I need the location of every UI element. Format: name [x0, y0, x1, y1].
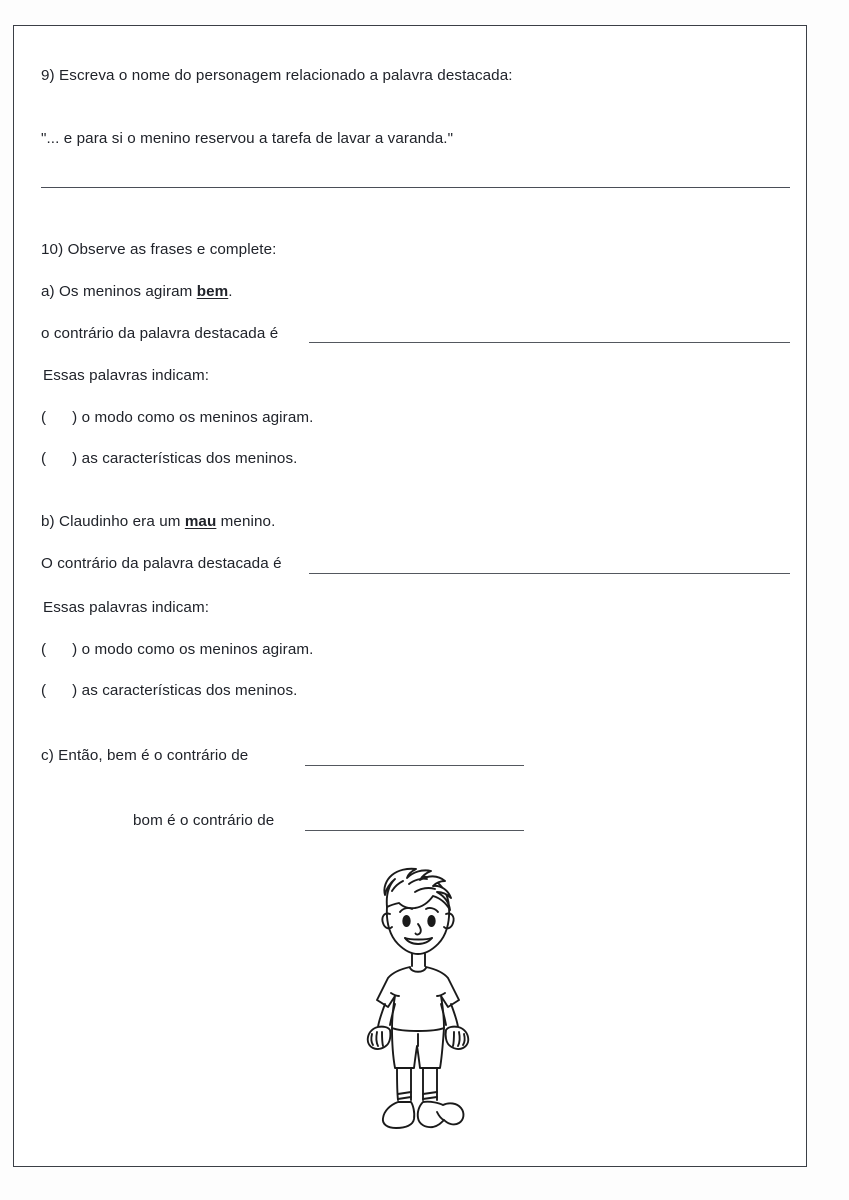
option-open-paren: (	[41, 450, 47, 467]
question-9-answer-rule[interactable]	[41, 187, 790, 188]
item-c-line-one: c) Então, bem é o contrário de	[41, 747, 249, 764]
item-b-fill-prompt: O contrário da palavra destacada é	[41, 555, 282, 572]
item-a-sentence	[41, 283, 233, 300]
question-10-prompt: 10) Observe as frases e complete:	[41, 241, 277, 258]
item-b-sentence	[41, 513, 275, 530]
question-9-quote: "... e para si o menino reservou a tarefa de lavar a varanda."	[41, 130, 454, 147]
item-b-option-1-label: o modo como os meninos agiram.	[81, 641, 314, 658]
option-close-paren: )	[72, 641, 78, 658]
item-b-highlight-word: mau	[184, 513, 217, 530]
option-open-paren: (	[41, 409, 47, 426]
item-a-indicate-label: Essas palavras indicam:	[43, 367, 210, 384]
item-c-line-two: bom é o contrário de	[133, 812, 275, 829]
option-open-paren: (	[41, 682, 47, 699]
item-c-answer-rule-1[interactable]	[305, 765, 524, 766]
item-a-fill-prompt: o contrário da palavra destacada é	[41, 325, 279, 342]
item-b-sentence-prefix: b) Claudinho era um	[41, 513, 185, 530]
option-close-paren: )	[72, 450, 78, 467]
item-c-answer-rule-2[interactable]	[305, 830, 524, 831]
item-a-answer-rule[interactable]	[309, 342, 790, 343]
question-9-prompt: 9) Escreva o nome do personagem relacionado a palavra destacada:	[41, 67, 513, 84]
item-a-sentence-prefix: a) Os meninos agiram	[41, 283, 197, 300]
option-close-paren: )	[72, 409, 78, 426]
item-b-sentence-suffix: menino.	[216, 513, 276, 530]
item-b-option-1[interactable]	[41, 641, 313, 658]
cartoon-boy-illustration	[352, 862, 484, 1134]
item-a-highlight-word: bem	[196, 283, 229, 300]
item-a-option-1-label: o modo como os meninos agiram.	[81, 409, 314, 426]
item-b-indicate-label: Essas palavras indicam:	[43, 599, 210, 616]
item-a-option-2-label: as características dos meninos.	[81, 450, 298, 467]
item-a-option-2[interactable]	[41, 450, 298, 467]
item-a-option-1[interactable]	[41, 409, 313, 426]
item-b-option-2[interactable]	[41, 682, 298, 699]
option-close-paren: )	[72, 682, 78, 699]
option-open-paren: (	[41, 641, 47, 658]
item-b-option-2-label: as características dos meninos.	[81, 682, 298, 699]
item-a-sentence-suffix: .	[228, 283, 233, 300]
item-b-answer-rule[interactable]	[309, 573, 790, 574]
